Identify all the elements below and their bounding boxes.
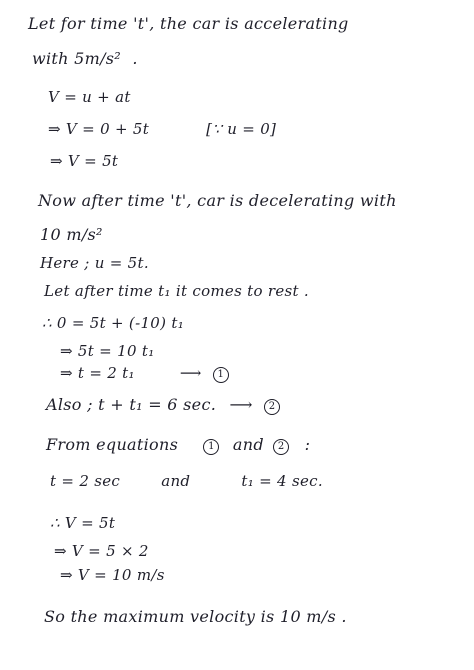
equation-substitution: [48, 120, 276, 138]
result-t1: t₁ = 4 sec.: [241, 472, 323, 490]
right-arrow-icon: ⟶: [229, 395, 253, 414]
equation-ref-2-icon: 2: [273, 439, 289, 455]
result-and: and: [161, 472, 191, 490]
text-line-1: Let for time 't', the car is accelerating: [28, 14, 349, 33]
equation-final-substitution: ⇒ V = 5 × 2: [54, 542, 149, 560]
acceleration-value: with 5m/s²: [32, 49, 121, 68]
equation-t-2t1: [60, 364, 229, 383]
text-line-from-equations: [46, 436, 310, 455]
equation-ref-2-icon: 2: [264, 399, 280, 415]
colon-label: :: [304, 435, 311, 454]
equation-rest: ∴ 0 = 5t + (-10) t₁: [42, 314, 185, 332]
conclusion-line: So the maximum velocity is 10 m/s .: [44, 607, 347, 626]
equation-v-u-at: V = u + at: [48, 88, 131, 106]
equation-ref-1-icon: 1: [213, 367, 229, 383]
right-arrow-icon: ⟶: [179, 364, 202, 382]
equation-total-time-expression: Also ; t + t₁ = 6 sec.: [46, 395, 217, 414]
deceleration-value: 10 m/s²: [40, 225, 103, 244]
text-line-rest: Let after time t₁ it comes to rest .: [44, 282, 310, 300]
equation-final-v-5t: ∴ V = 5t: [50, 514, 116, 532]
initial-velocity-note: [∵ u = 0]: [206, 120, 277, 138]
initial-velocity-phase-2: Here ; u = 5t.: [40, 254, 149, 272]
result-t: t = 2 sec: [50, 472, 121, 490]
text-line-deceleration: Now after time 't', car is decelerating with: [38, 191, 397, 210]
text-line-2: [32, 50, 138, 68]
and-label: and: [232, 435, 264, 454]
equation-final-result: ⇒ V = 10 m/s: [60, 566, 165, 584]
equation-v-5t: ⇒ V = 5t: [50, 152, 119, 170]
equation-ref-1-icon: 1: [203, 439, 219, 455]
substitution-expression: ⇒ V = 0 + 5t: [48, 120, 150, 138]
equation-total-time: [46, 396, 280, 415]
equation-5t-10t1: ⇒ 5t = 10 t₁: [60, 342, 155, 360]
result-times: [50, 472, 323, 490]
from-equations-label: From equations: [46, 435, 179, 454]
line-2-period: .: [132, 49, 138, 68]
equation-t-2t1-expression: ⇒ t = 2 t₁: [60, 364, 135, 382]
